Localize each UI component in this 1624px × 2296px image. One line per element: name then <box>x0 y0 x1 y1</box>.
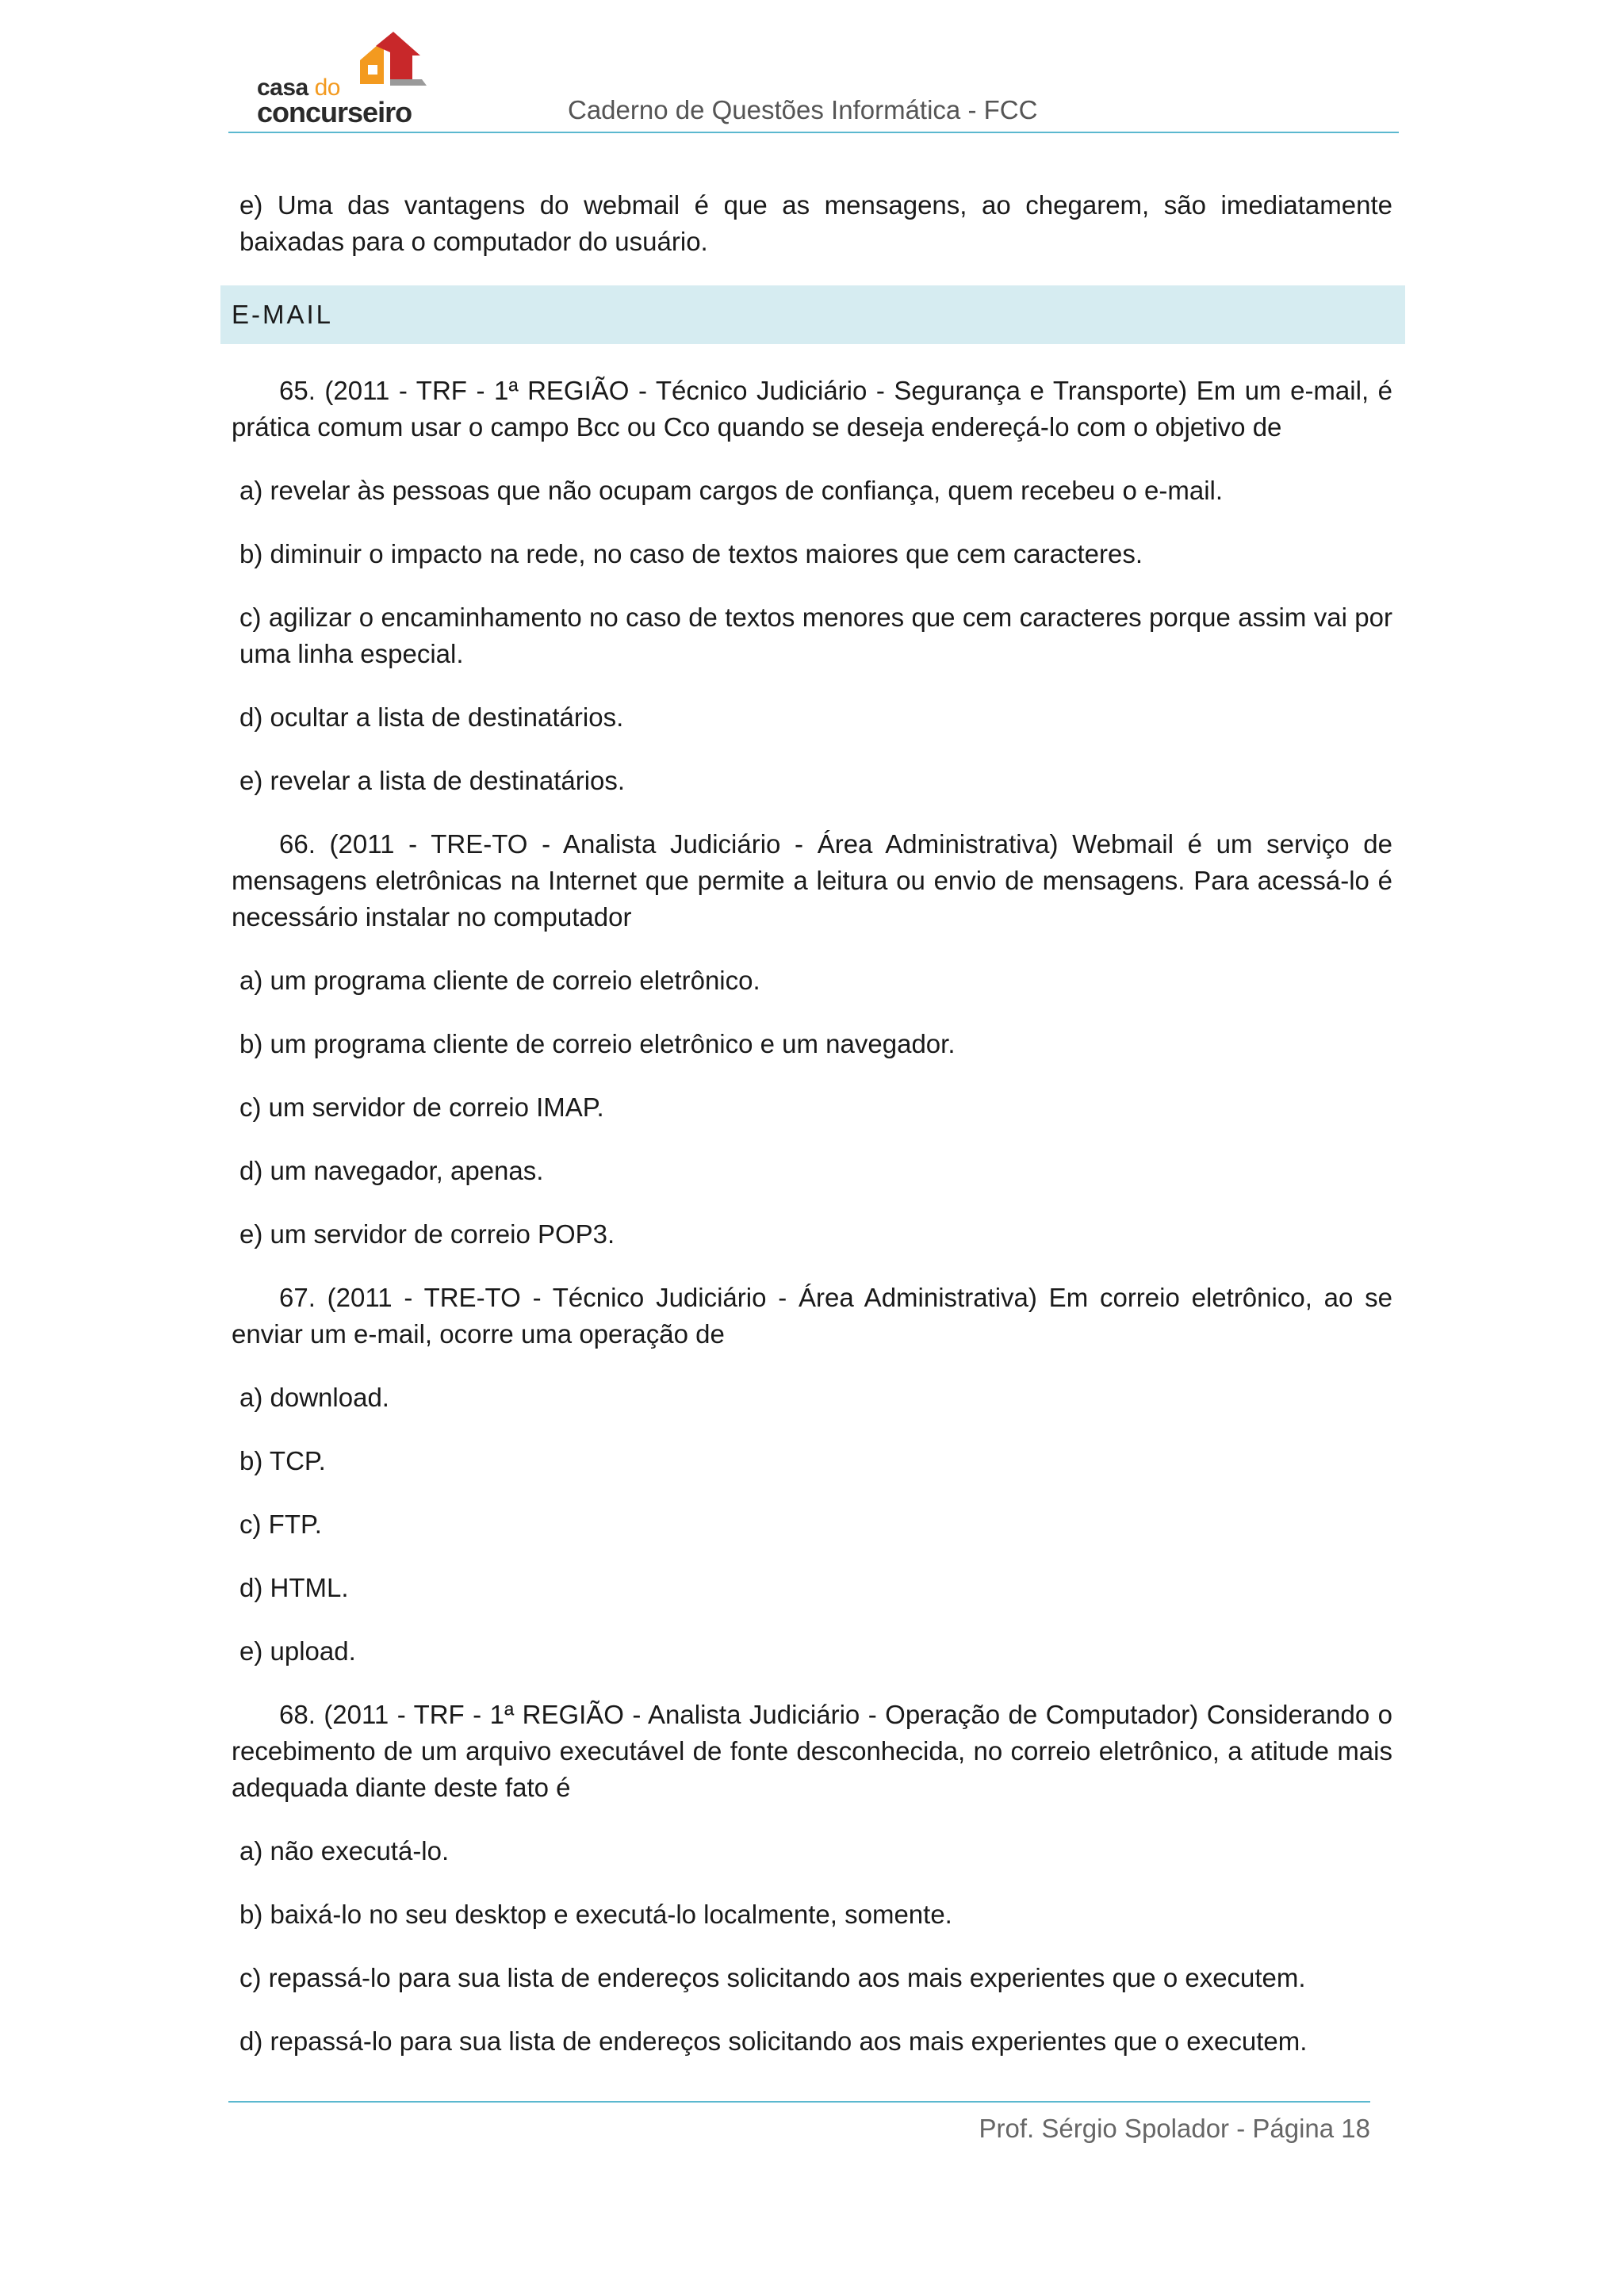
question-66-option-c: c) um servidor de correio IMAP. <box>239 1093 604 1122</box>
logo-do-word: do <box>314 75 340 101</box>
question-68-option-a: a) não executá-lo. <box>239 1836 450 1866</box>
page-header <box>228 24 1399 133</box>
question-68-option-b: b) baixá-lo no seu desktop e executá-lo localmente, somente. <box>239 1900 952 1929</box>
question-68-option-c: c) repassá-lo para sua lista de endereços solicitando aos mais experientes que o executem. <box>239 1963 1306 1992</box>
question-68: 68. (2011 - TRF - 1ª REGIÃO - Analista Judiciário - Operação de Computador) Considerando o recebimento de um arquivo executável de fonte desconhecida, no correio eletrônico, a atitude mais adequada diante deste fato é <box>232 1700 1392 1802</box>
question-67-option-d: d) HTML. <box>239 1573 349 1602</box>
logo-wordmark <box>257 76 412 127</box>
question-65-option-d: d) ocultar a lista de destinatários. <box>239 702 624 732</box>
footer-author-page: Prof. Sérgio Spolador - Página 18 <box>979 2114 1370 2143</box>
page-content <box>232 187 1392 2087</box>
intro-option: e) Uma das vantagens do webmail é que as mensagens, ao chegarem, são imediatamente baixadas para o computador do usuário. <box>239 190 1392 256</box>
logo-casa-word: casa <box>257 75 308 101</box>
section-title: E-MAIL <box>232 300 334 329</box>
question-66-option-b: b) um programa cliente de correio eletrônico e um navegador. <box>239 1029 956 1058</box>
question-66-option-d: d) um navegador, apenas. <box>239 1156 544 1185</box>
question-65: 65. (2011 - TRF - 1ª REGIÃO - Técnico Judiciário - Segurança e Transporte) Em um e-mail, é prática comum usar o campo Bcc ou Cco quando se deseja endereçá-lo com o objetivo de <box>232 376 1392 442</box>
page-footer <box>228 2101 1370 2143</box>
question-65-option-a: a) revelar às pessoas que não ocupam cargos de confiança, quem recebeu o e-mail. <box>239 476 1224 505</box>
question-65-option-b: b) diminuir o impacto na rede, no caso de textos maiores que cem caracteres. <box>239 539 1143 568</box>
casa-do-concurseiro-logo <box>257 29 431 132</box>
question-65-option-c: c) agilizar o encaminhamento no caso de textos menores que cem caracteres porque assim vai por uma linha especial. <box>239 603 1392 668</box>
question-66-option-a: a) um programa cliente de correio eletrônico. <box>239 966 760 995</box>
question-67-option-b: b) TCP. <box>239 1446 326 1475</box>
header-title: Caderno de Questões Informática - FCC <box>568 95 1038 124</box>
question-68-option-d: d) repassá-lo para sua lista de endereços solicitando aos mais experientes que o executem. <box>239 2026 1308 2056</box>
section-heading <box>220 285 1405 344</box>
question-65-option-e: e) revelar a lista de destinatários. <box>239 766 626 795</box>
logo-concurseiro-word: concurseiro <box>257 96 412 128</box>
question-66-option-e: e) um servidor de correio POP3. <box>239 1219 615 1249</box>
question-67-option-c: c) FTP. <box>239 1510 322 1539</box>
question-66: 66. (2011 - TRE-TO - Analista Judiciário - Área Administrativa) Webmail é um serviço de mensagens eletrônicas na Internet que permite a leitura ou envio de mensagens. Para acessá-lo é necessário instalar no computador <box>232 829 1392 932</box>
question-67-option-a: a) download. <box>239 1383 389 1412</box>
question-67-option-e: e) upload. <box>239 1636 356 1666</box>
question-67: 67. (2011 - TRE-TO - Técnico Judiciário - Área Administrativa) Em correio eletrônico, ao se enviar um e-mail, ocorre uma operação de <box>232 1283 1392 1349</box>
